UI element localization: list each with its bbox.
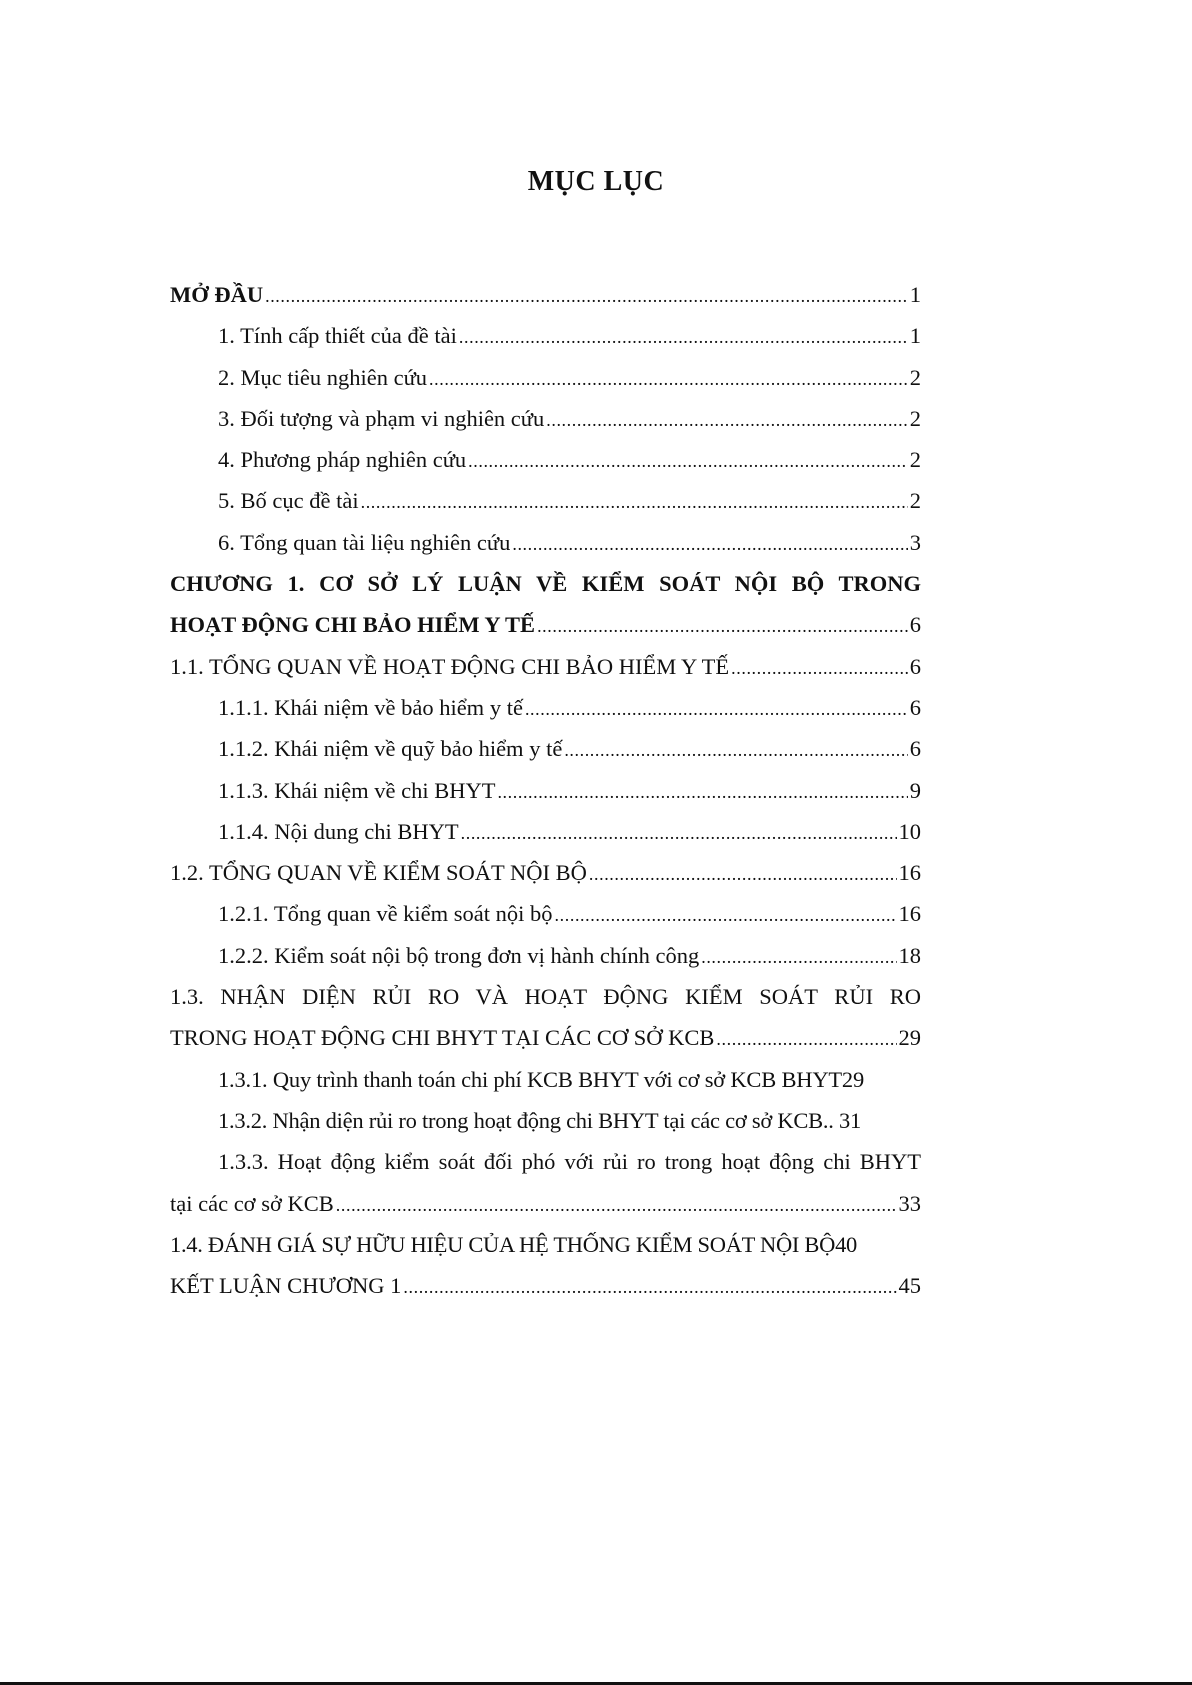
dot-leader — [716, 1019, 896, 1060]
toc-entry-text: 2. Mục tiêu nghiên cứu — [218, 364, 428, 390]
toc-entry-text: KẾT LUẬN CHƯƠNG 1 — [170, 1273, 402, 1299]
toc-entry-section-line2 — [170, 1017, 921, 1058]
dot-leader — [361, 482, 908, 523]
toc-entry-page: 2 — [909, 488, 921, 514]
toc-entry-section: 1.4. ĐÁNH GIÁ SỰ HỮU HIỆU CỦA HỆ THỐNG KIỂM SOÁT NỘI BỘ40 — [170, 1231, 857, 1257]
dot-leader — [525, 689, 908, 730]
toc-entry-page: 2 — [909, 447, 921, 473]
toc-entry-page: 9 — [909, 777, 921, 803]
dot-leader — [459, 317, 908, 358]
dot-leader — [497, 772, 907, 813]
toc-entry-page: 6 — [909, 653, 921, 679]
toc-entry — [170, 315, 921, 356]
toc-entry-conclusion — [170, 1265, 921, 1306]
toc-entry-text: 1.1.1. Khái niệm về bảo hiểm y tế — [218, 694, 523, 720]
toc-entry-text: 1.1.4. Nội dung chi BHYT — [218, 818, 459, 844]
dot-leader — [468, 441, 908, 482]
toc-entry — [170, 935, 921, 976]
toc-entry — [170, 687, 921, 728]
toc-entry-page: 18 — [898, 942, 921, 968]
toc-entry-page: 29 — [898, 1025, 921, 1051]
dot-leader — [336, 1185, 897, 1226]
dot-leader — [701, 937, 896, 978]
toc-entry-line2 — [170, 1183, 921, 1224]
dot-leader — [403, 1267, 896, 1308]
toc-entry — [170, 893, 921, 934]
toc-title: MỤC LỤC — [527, 166, 665, 197]
toc-entry-page: 10 — [898, 818, 921, 844]
toc-entry: 1.3.2. Nhận diện rủi ro trong hoạt động chi BHYT tại các cơ sở KCB.. 31 — [218, 1107, 862, 1133]
toc-entry-text: 1.2.2. Kiểm soát nội bộ trong đơn vị hành chính công — [218, 942, 700, 968]
toc-entry-text: 1. Tính cấp thiết của đề tài — [218, 323, 457, 349]
toc-entry-page: 16 — [898, 901, 921, 927]
toc-entry-mo-dau — [170, 274, 921, 315]
dot-leader — [546, 400, 908, 441]
toc-entry-page: 45 — [898, 1273, 921, 1299]
toc-entry-section-line1: 1.3. NHẬN DIỆN RỦI RO VÀ HOẠT ĐỘNG KIỂM SOÁT RỦI RO — [170, 984, 921, 1010]
toc-list — [170, 274, 921, 1306]
toc-entry-page: 1 — [909, 323, 921, 349]
toc-entry-text: 1.1.3. Khái niệm về chi BHYT — [218, 777, 496, 803]
toc-entry-text: 1.1.2. Khái niệm về quỹ bảo hiểm y tế — [218, 736, 563, 762]
dot-leader — [537, 606, 908, 647]
dot-leader — [265, 276, 908, 317]
toc-entry-text: 6. Tổng quan tài liệu nghiên cứu — [218, 529, 511, 555]
toc-entry-page: 6 — [909, 736, 921, 762]
dot-leader — [555, 895, 897, 936]
toc-entry-chapter-line1: CHƯƠNG 1. CƠ SỞ LÝ LUẬN VỀ KIỂM SOÁT NỘI BỘ TRONG — [170, 571, 921, 597]
toc-entry-text: 4. Phương pháp nghiên cứu — [218, 447, 467, 473]
toc-entry-text: 1.2.1. Tổng quan về kiểm soát nội bộ — [218, 901, 553, 927]
dot-leader — [461, 813, 897, 854]
toc-entry-chapter-line2 — [170, 604, 921, 645]
toc-entry-line1: 1.3.3. Hoạt động kiểm soát đối phó với rủi ro trong hoạt động chi BHYT — [218, 1149, 921, 1175]
toc-entry — [170, 728, 921, 769]
dot-leader — [589, 854, 897, 895]
toc-entry: 1.3.1. Quy trình thanh toán chi phí KCB BHYT với cơ sở KCB BHYT29 — [218, 1066, 865, 1092]
toc-entry-page: 6 — [909, 612, 921, 638]
toc-entry — [170, 522, 921, 563]
toc-entry-page: 2 — [909, 405, 921, 431]
toc-entry-text: HOẠT ĐỘNG CHI BẢO HIỂM Y TẾ — [170, 612, 536, 638]
toc-entry — [170, 439, 921, 480]
toc-entry-text: MỞ ĐẦU — [170, 282, 264, 307]
toc-entry-text: 5. Bố cục đề tài — [218, 488, 359, 514]
toc-entry-page: 16 — [898, 860, 921, 886]
toc-entry — [170, 398, 921, 439]
toc-entry-text: 3. Đối tượng và phạm vi nghiên cứu — [218, 405, 545, 431]
toc-entry — [170, 480, 921, 521]
toc-entry-section — [170, 852, 921, 893]
toc-entry-text: tại các cơ sở KCB — [170, 1190, 334, 1216]
toc-entry-text: 1.1. TỔNG QUAN VỀ HOẠT ĐỘNG CHI BẢO HIỂM Y TẾ — [170, 653, 730, 679]
dot-leader — [429, 359, 908, 400]
toc-entry-page: 33 — [898, 1190, 921, 1216]
toc-entry-page: 6 — [909, 694, 921, 720]
dot-leader — [731, 648, 908, 689]
toc-entry-text: TRONG HOẠT ĐỘNG CHI BHYT TẠI CÁC CƠ SỞ KCB — [170, 1025, 715, 1051]
toc-entry — [170, 357, 921, 398]
dot-leader — [512, 524, 907, 565]
toc-entry-section — [170, 646, 921, 687]
toc-entry-page: 2 — [909, 364, 921, 390]
toc-entry — [170, 811, 921, 852]
dot-leader — [564, 730, 907, 771]
toc-entry — [170, 770, 921, 811]
toc-entry-page: 3 — [909, 529, 921, 555]
toc-entry-text: 1.2. TỔNG QUAN VỀ KIỂM SOÁT NỘI BỘ — [170, 860, 587, 886]
toc-entry-page: 1 — [909, 282, 921, 307]
